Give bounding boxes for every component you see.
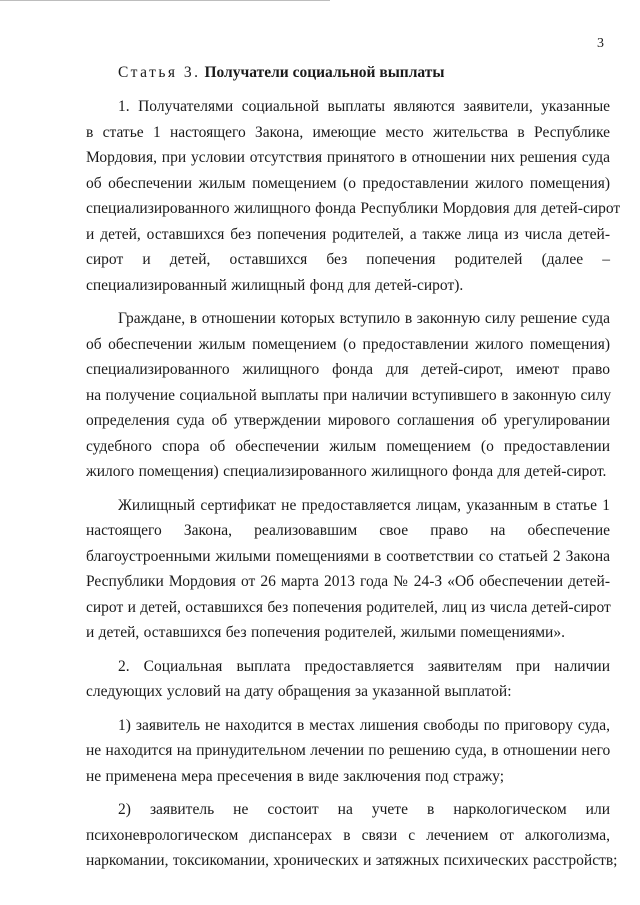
paragraph-line: 2) заявитель не состоит на учете в наркологическом или xyxy=(118,801,610,818)
document-body xyxy=(86,62,621,874)
paragraph-line: Республики Мордовия от 26 марта 2013 года № 24-З «Об обеспечении детей- xyxy=(86,573,610,590)
paragraph xyxy=(86,306,610,485)
page-number: 3 xyxy=(597,36,604,51)
paragraph-line: настоящего Закона, реализовавшим свое право на обеспечение xyxy=(86,522,610,539)
paragraph-gap xyxy=(86,485,610,493)
paragraph-line: Граждане, в отношении которых вступило в законную силу решение суда xyxy=(118,310,610,327)
paragraph-line: Жилищный сертификат не предоставляется лицам, указанным в статье 1 xyxy=(118,496,610,514)
paragraph xyxy=(86,654,610,705)
article-heading xyxy=(118,62,610,84)
paragraph-line: наркомании, токсикомании, хронических и затяжных психических расстройств; xyxy=(86,852,618,869)
paragraph-gap xyxy=(86,705,610,713)
paragraph xyxy=(86,797,618,874)
paragraph-line: Мордовия, при условии отсутствия принятого в отношении них решения суда xyxy=(86,149,610,166)
paragraph-line: судебного спора об обеспечении жилым помещением (о предоставлении xyxy=(86,437,610,455)
paragraph-gap xyxy=(86,646,610,654)
paragraph-line: и детей, оставшихся без попечения родителей, жилыми помещениями». xyxy=(86,624,565,641)
paragraph-line: благоустроенными жилыми помещениями в соответствии со статьей 2 Закона xyxy=(86,547,610,565)
paragraph-line: жилого помещения) специализированного жилищного фонда для детей-сирот. xyxy=(86,463,607,480)
paragraph-line: специализированный жилищный фонд для детей-сирот). xyxy=(86,276,464,294)
article-title: Получатели социальной выплаты xyxy=(204,64,445,81)
paragraph-line: и детей, оставшихся без попечения родителей, а также лица из числа детей- xyxy=(86,225,610,243)
paragraph-line: об обеспечении жилым помещением (о предоставлении жилого помещения) xyxy=(86,174,610,192)
paragraph-line: специализированного жилищного фонда Республики Мордовия для детей-сирот xyxy=(86,200,621,217)
paragraphs-container xyxy=(86,94,621,874)
paragraph xyxy=(86,493,610,646)
paragraph-gap xyxy=(86,298,610,306)
paragraph-line: 2. Социальная выплата предоставляется заявителям при наличии xyxy=(118,657,610,675)
article-label: Статья 3. xyxy=(118,64,201,81)
paragraph-line: в статье 1 настоящего Закона, имеющие место жительства в Республике xyxy=(86,123,610,141)
paragraph-line: сирот и детей, оставшихся без попечения родителей, лиц из числа детей-сирот xyxy=(86,598,611,616)
paragraph-line: 1. Получателями социальной выплаты являются заявители, указанные xyxy=(118,98,610,115)
paragraph-line: не применена мера пресечения в виде заключения под стражу; xyxy=(86,767,505,785)
paragraph xyxy=(86,94,621,298)
paragraph-line: на получение социальной выплаты при наличии вступившего в законную силу xyxy=(86,386,612,404)
paragraph-line: определения суда об утверждении мирового соглашения об урегулировании xyxy=(86,412,610,429)
paragraph xyxy=(86,713,610,790)
paragraph-line: специализированного жилищного фонда для детей-сирот, имеют право xyxy=(86,361,610,378)
paragraph-line: не находится на принудительном лечении по решению суда, в отношении него xyxy=(86,742,611,759)
paragraph-line: 1) заявитель не находится в местах лишения свободы по приговору суда, xyxy=(118,716,610,734)
paragraph-line: сирот и детей, оставшихся без попечения родителей (далее – xyxy=(86,251,610,268)
paragraph-line: об обеспечении жилым помещением (о предоставлении жилого помещения) xyxy=(86,335,610,353)
paragraph-gap xyxy=(86,789,610,797)
paragraph-line: психоневрологическом диспансерах в связи с лечением от алкоголизма, xyxy=(86,826,610,844)
scan-edge-line xyxy=(0,0,330,1)
paragraph-line: следующих условий на дату обращения за указанной выплатой: xyxy=(86,683,512,700)
